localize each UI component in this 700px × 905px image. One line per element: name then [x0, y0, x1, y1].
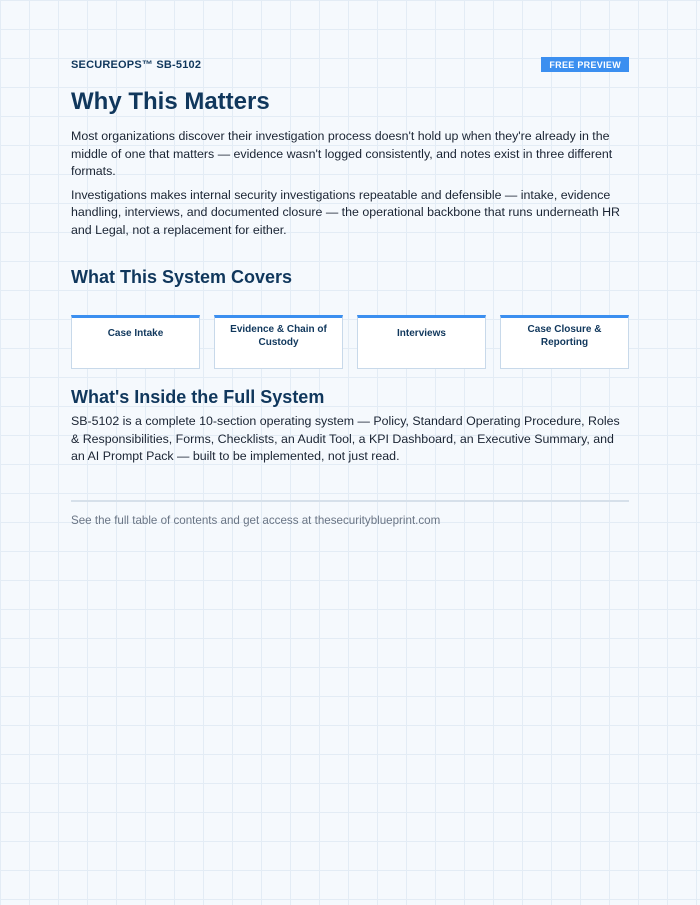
- coverage-card-interviews: [357, 315, 486, 369]
- coverage-card-case-intake: [71, 315, 200, 369]
- document-code: SECUREOPS™ SB-5102: [71, 58, 202, 71]
- footer-cta-text: See the full table of contents and get access at thesecurityblueprint.com: [71, 513, 441, 527]
- document-header: [71, 56, 629, 73]
- whats-inside-title: What's Inside the Full System: [71, 387, 325, 407]
- system-covers-title: What This System Covers: [71, 267, 293, 287]
- coverage-cards: [71, 315, 629, 369]
- whats-inside-paragraph: SB-5102 is a complete 10-section operating system — Policy, Standard Operating Procedure, Roles & Responsibilities, Forms, Checklists, an Audit Tool, a KPI Dashboard, an Executive Summary, and an AI Prompt Pack — built to be implemented, not just read.: [71, 414, 620, 463]
- why-paragraph-1: Most organizations discover their investigation process doesn't hold up when they're already in the middle of one that matters — evidence wasn't logged consistently, and notes exist in three different formats.: [71, 129, 613, 178]
- coverage-card-label: Interviews: [397, 328, 446, 339]
- coverage-card-closure: [500, 315, 629, 369]
- coverage-card-label: Case Intake: [107, 328, 164, 339]
- coverage-card-label: Evidence & Chain of Custody: [230, 324, 327, 348]
- why-this-matters-title: Why This Matters: [71, 88, 270, 115]
- coverage-card-label: Case Closure & Reporting: [527, 324, 602, 348]
- why-paragraph-2: Investigations makes internal security investigations repeatable and defensible — intake, evidence handling, interviews, and documented closure — the operational backbone that runs underneath HR and Legal, not a replacement for either.: [71, 187, 620, 237]
- free-preview-badge: FREE PREVIEW: [541, 57, 629, 72]
- coverage-card-evidence: [214, 315, 343, 369]
- document-page: [71, 56, 629, 529]
- section-divider: [71, 500, 629, 502]
